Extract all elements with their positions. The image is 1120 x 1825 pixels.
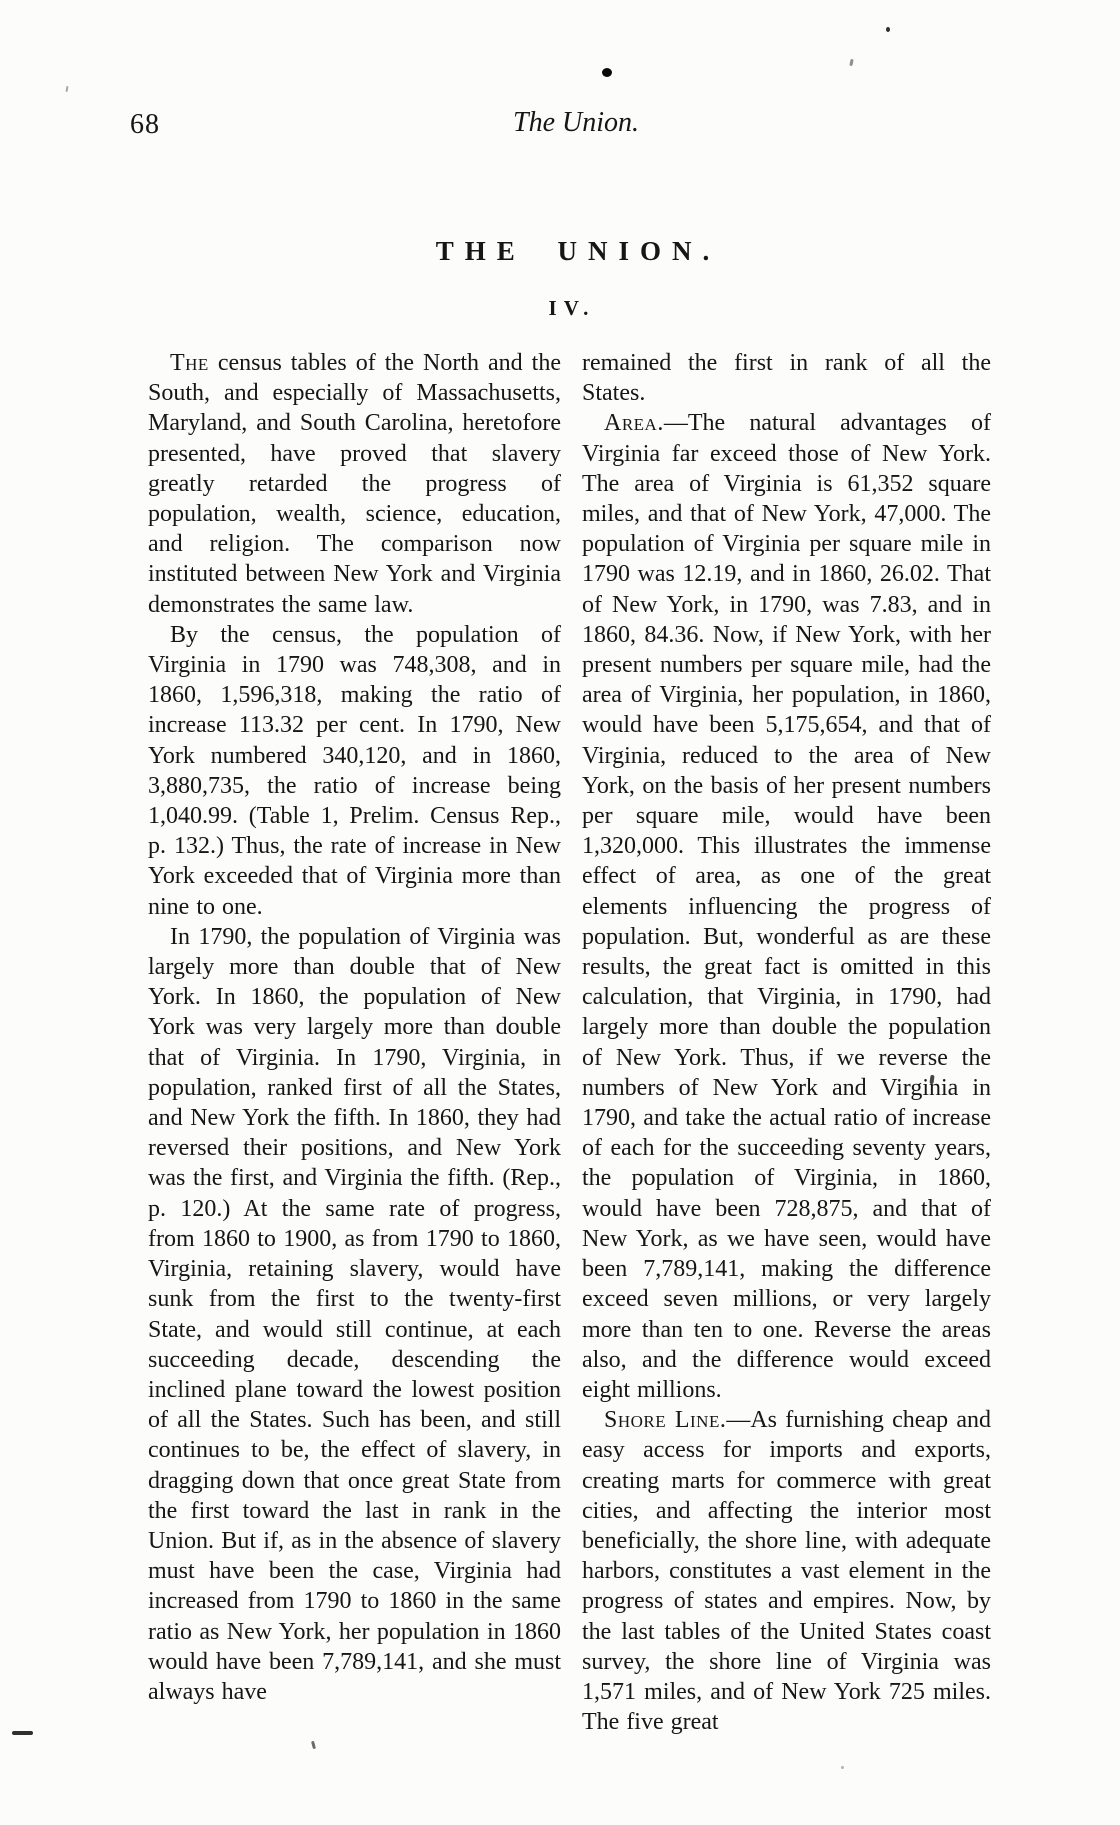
scan-mark [12,1731,33,1735]
text-column-left [148,348,561,1707]
paragraph-text: —The natural advantages of Virginia far exceed those of New York. The area of Virginia is 61,352 square miles, and that of New York, 47,000. The population of Virginia per square mile in 1790 was 12.19, and in 1860, 26.02. That of New York, in 1790, was 7.83, and in 1860, 84.36. Now, if New York, with her present numbers per square mile, had the area of Virginia, her population, in 1860, would have been 5,175,654, and that of Virginia, reduced to the area of New York, on the basis of her present numbers per square mile, would have been 1,320,000. This illustrates the immense effect of area, as one of the great elements influencing the progress of population. But, wonderful as are these results, the great fact is omitted in this calculation, that Virginia, in 1790, had largely more than double the population of New York. Thus, if we reverse the numbers of New York and Virginia in 1790, and take the actual ratio of increase of each for the succeeding seventy years, the population of Virginia, in 1860, would have been 728,875, and that of New York, as we have seen, would have been 7,789,141, making the difference exceed seven millions, or very largely more than ten to one. Reverse the areas also, and the difference would exceed eight millions. [582,410,991,1403]
paragraph-lead: The [170,350,209,376]
page-title: THE UNION. [435,236,721,266]
paragraph [582,408,991,1405]
paragraph [148,348,561,620]
paragraph-text: remained the first in rank of all the States. [582,350,991,407]
paragraph-lead: Area. [604,410,664,437]
page-number: 68 [130,109,160,140]
ink-blot-artifact [602,68,612,77]
scan-speck [886,27,890,32]
scan-speck [65,86,68,92]
scan-speck [841,1766,844,1769]
running-head: The Union. [513,107,639,138]
paragraph [148,922,561,1707]
paragraph-text: census tables of the North and the South, and especially of Massachusetts, Maryland, and South Carolina, heretofore presented, have proved that slavery greatly retarded the progress of population, wealth, science, education, and religion. The comparison now instituted between New York and Virginia demonstrates the same law. [148,350,561,618]
paragraph-text: In 1790, the population of Virginia was largely more than double that of New York. In 1860, the population of New York was very largely more than double that of Virginia. In 1790, Virginia, in population, ranked first of all the States, and New York the fifth. In 1860, they had reversed their positions, and New York was the first, and Virginia the fifth. (Rep., p. 120.) At the same rate of progress, from 1860 to 1900, as from 1790 to 1860, Virginia, retaining slavery, would have sunk from the first to the twenty-first State, and would still continue, at each succeeding decade, descending the inclined plane toward the lowest position of all the States. Such has been, and still continues to be, the effect of slavery, in dragging down that once great State from the first toward the last in rank in the Union. But if, as in the absence of slavery must have been the case, Virginia had increased from 1790 to 1860 in the same ratio as New York, her population in 1860 would have been 7,789,141, and she must always have [148,923,561,1705]
paragraph [148,620,561,922]
paragraph-lead: Shore Line. [604,1407,727,1434]
scan-speck [849,59,853,66]
scan-speck [311,1741,316,1750]
paragraph [582,1405,991,1737]
paragraph-text: By the census, the population of Virginia in 1790 was 748,308, and in 1860, 1,596,318, making the ratio of increase 113.32 per cent. In 1790, New York numbered 340,120, and in 1860, 3,880,735, the ratio of increase being 1,040.99. (Table 1, Prelim. Census Rep., p. 132.) Thus, the rate of increase in New York exceeded that of Virginia more than nine to one. [148,621,561,920]
paragraph [582,348,991,408]
section-number: IV. [548,296,596,320]
text-column-right [582,348,991,1737]
paragraph-text: —As furnishing cheap and easy access for imports and exports, creating marts for commerce with great cities, and affecting the interior most beneficially, the shore line, with adequate harbors, constitutes a vast element in the progress of states and empires. Now, by the last tables of the United States coast survey, the shore line of Virginia was 1,571 miles, and of New York 725 miles. The five great [582,1407,991,1736]
